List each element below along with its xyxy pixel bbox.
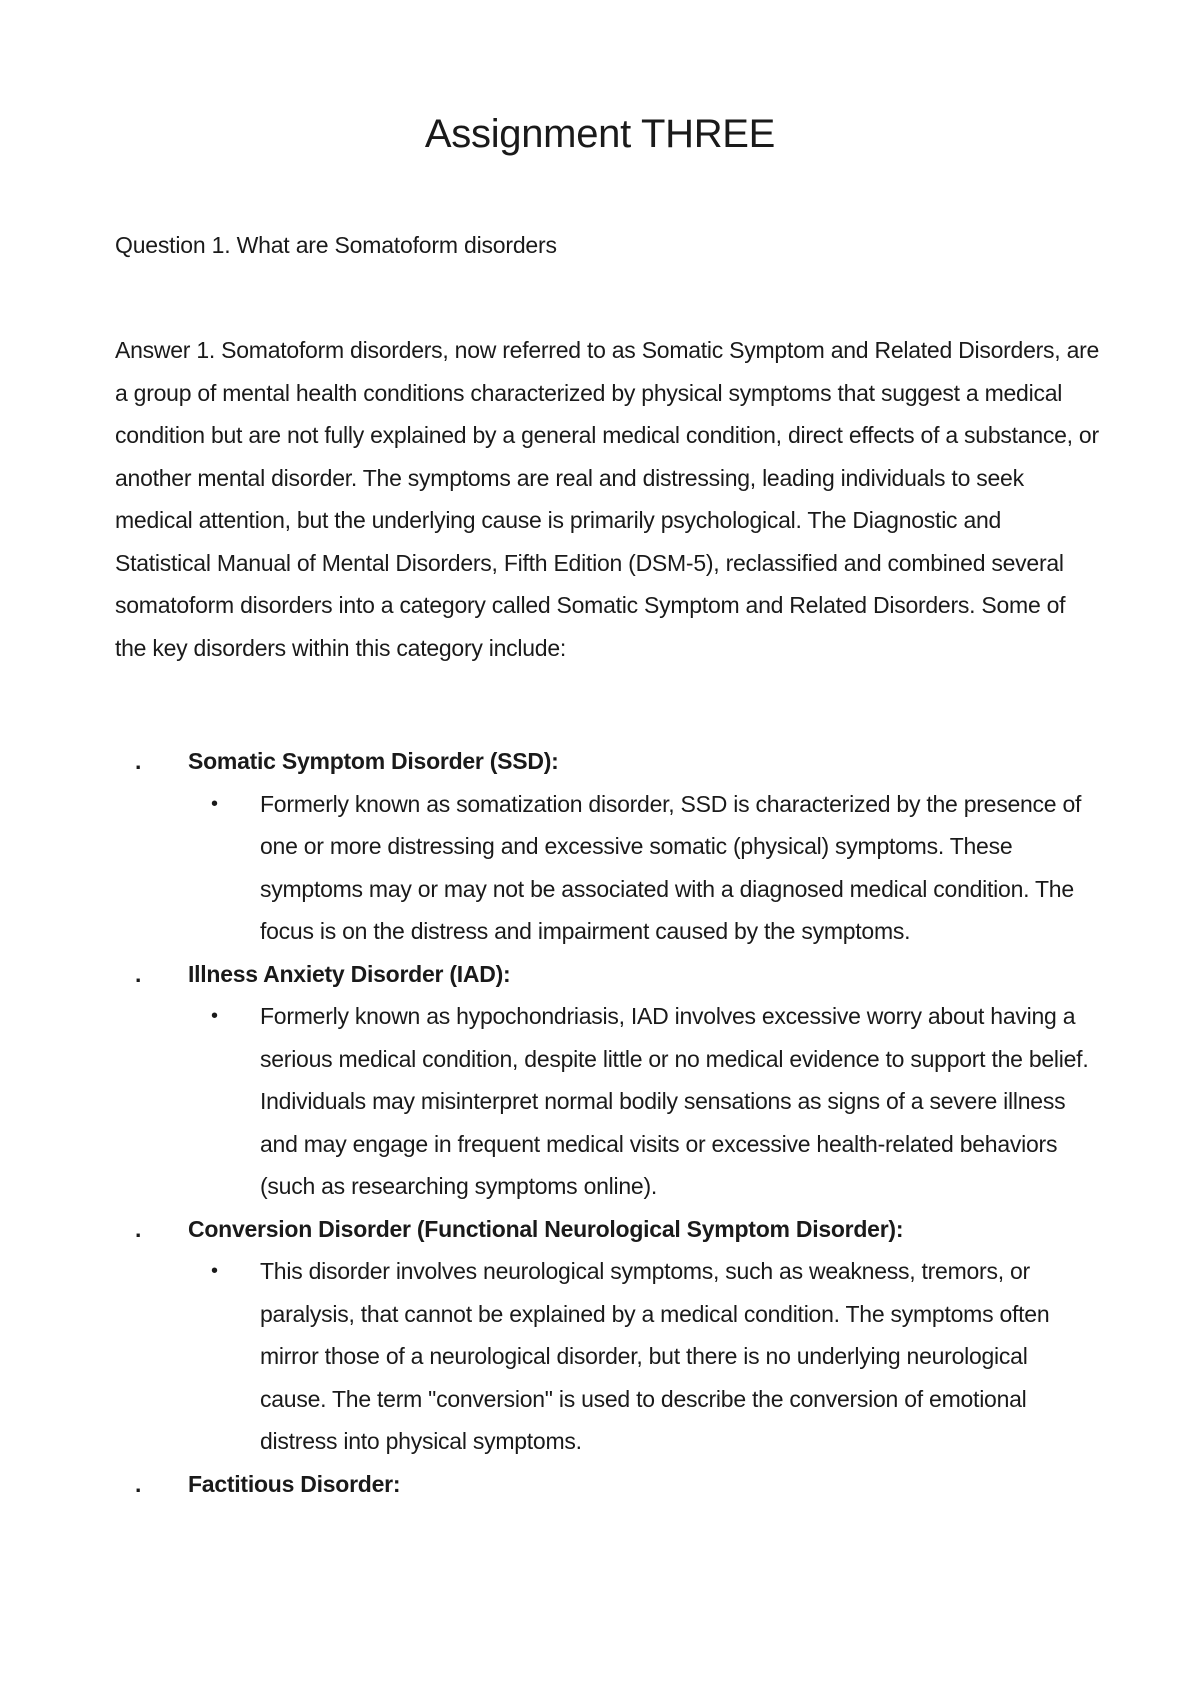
disorder-description [0,783,1090,953]
description-list [0,783,1200,953]
list-marker: . [135,960,142,987]
disorder-description [0,1250,1090,1463]
list-marker: . [135,748,142,774]
bullet-icon: • [211,792,218,815]
description-text: Formerly known as somatization disorder, SSD is characterized by the presence of one or more distressing and excessive somatic (physical) symptoms. These symptoms may or may not be associated with a diagnosed medical condition. The focus is on the distress and impairment caused by the symptoms. [260,790,1082,944]
list-marker: . [135,1470,142,1497]
description-text: Formerly known as hypochondriasis, IAD involves excessive worry about having a serious medical condition, despite little or no medical evidence to support the belief. Individuals may misinterpret normal bodily sensations as signs of a severe illness and may engage in frequent medical visits or excessive health-related behaviors (such as researching symptoms online). [260,1003,1089,1199]
disorder-heading [0,1463,1200,1506]
disorder-name: Conversion Disorder (Functional Neurological Symptom Disorder): [188,1215,904,1242]
description-text: This disorder involves neurological symptoms, such as weakness, tremors, or paralysis, that cannot be explained by a medical condition. The symptoms often mirror those of a neurological disorder, but there is no underlying neurological cause. The term "conversion" is used to describe the conversion of emotional distress into physical symptoms. [260,1258,1050,1454]
disorder-name: Somatic Symptom Disorder (SSD): [188,748,559,774]
answer-paragraph: Answer 1. Somatoform disorders, now referred to as Somatic Symptom and Related Disorders, are a group of mental health conditions characterized by physical symptoms that suggest a medical condition but are not fully explained by a general medical condition, direct effects of a substance, or another mental disorder. The symptoms are real and distressing, leading individuals to seek medical attention, but the underlying cause is primarily psychological. The Diagnostic and Statistical Manual of Mental Disorders, Fifth Edition (DSM-5), reclassified and combined several somatoform disorders into a category called Somatic Symptom and Related Disorders. Some of the key disorders within this category include: [115,337,1100,661]
disorder-item-conversion [0,1208,1200,1463]
disorder-name: Illness Anxiety Disorder (IAD): [188,960,511,987]
disorder-heading [0,740,1200,783]
disorder-item-ssd [0,740,1200,953]
disorder-description [0,995,1090,1208]
disorder-item-factitious [0,1463,1200,1506]
document-title: Assignment THREE [424,112,776,156]
disorder-list [0,740,1200,1505]
description-list [0,1250,1200,1463]
bullet-icon: • [211,1005,218,1027]
disorder-name: Factitious Disorder: [188,1470,401,1497]
list-marker: . [135,1215,142,1242]
disorder-heading [0,1208,1200,1251]
bullet-icon: • [211,1260,218,1282]
disorder-heading [0,953,1200,996]
description-list [0,995,1200,1208]
disorder-item-iad [0,953,1200,1208]
question-text: Question 1. What are Somatoform disorders [115,232,557,258]
